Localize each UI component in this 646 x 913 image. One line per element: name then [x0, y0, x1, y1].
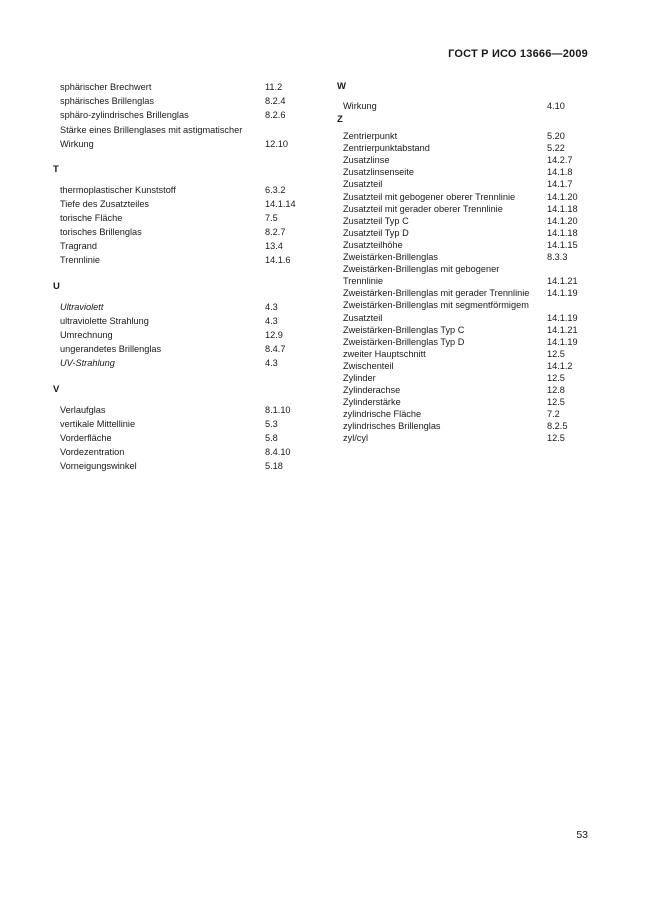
- index-entry: [337, 239, 587, 251]
- index-term: zylindrische Fläche: [343, 409, 422, 420]
- index-entry: [337, 408, 587, 420]
- index-term: Zwischenteil: [343, 360, 394, 371]
- index-term: torische Fläche: [60, 213, 123, 223]
- index-reference: 8.2.7: [265, 227, 286, 238]
- section-letter: V: [53, 384, 60, 395]
- index-entry: [53, 432, 305, 446]
- index-entry: [53, 329, 305, 343]
- index-reference: 8.3.3: [547, 252, 568, 263]
- index-term: zweiter Hauptschnitt: [343, 348, 426, 359]
- index-term: Stärke eines Brillenglases mit astigmatischer Wirkung: [60, 125, 243, 149]
- index-entry: [337, 420, 587, 432]
- index-entry: [337, 324, 587, 336]
- index-term: Zusatzteil mit gerader oberer Trennlinie: [343, 203, 503, 214]
- index-entry: [337, 215, 587, 227]
- index-term: Ultraviolett: [60, 302, 104, 312]
- index-reference: 14.1.18: [547, 203, 578, 214]
- index-reference: 5.22: [547, 143, 565, 154]
- index-reference: 14.2.7: [547, 155, 573, 166]
- index-term: Tragrand: [60, 241, 97, 251]
- index-term: ungerandetes Brillenglas: [60, 344, 162, 354]
- index-term: Zusatzlinse: [343, 155, 390, 166]
- index-term: torisches Brillenglas: [60, 227, 142, 237]
- index-entry: [337, 336, 587, 348]
- index-entry: [337, 154, 587, 166]
- index-reference: 14.1.6: [265, 255, 291, 266]
- index-term: thermoplastischer Kunststoff: [60, 185, 176, 195]
- index-entry: [337, 203, 587, 215]
- index-term: Zweistärken-Brillenglas Typ C: [343, 324, 465, 335]
- index-entry: [337, 287, 587, 299]
- index-entry: [53, 198, 305, 212]
- index-entry: [53, 357, 305, 371]
- index-term: Zusatzteil Typ C: [343, 215, 409, 226]
- index-term: UV-Strahlung: [60, 358, 115, 368]
- index-entry: [53, 81, 305, 95]
- index-entry: [53, 301, 305, 315]
- index-reference: 5.3: [265, 419, 278, 430]
- index-reference: 4.10: [547, 101, 565, 111]
- index-term: zyl/cyl: [343, 433, 369, 444]
- index-entry: [53, 343, 305, 357]
- index-term: Zentrierpunkt: [343, 131, 398, 142]
- index-reference: 8.4.7: [265, 344, 286, 355]
- section-letter: Z: [337, 114, 343, 126]
- index-entry: [337, 130, 587, 142]
- index-reference: 12.5: [547, 348, 565, 359]
- index-reference: 14.1.21: [547, 324, 578, 335]
- index-term: sphärischer Brechwert: [60, 82, 152, 92]
- section-letter: W: [337, 81, 346, 92]
- index-entry: [337, 251, 587, 263]
- index-reference: 8.1.10: [265, 405, 291, 416]
- index-reference: 14.1.14: [265, 199, 296, 210]
- index-reference: 12.5: [547, 397, 565, 408]
- section-letter: U: [53, 281, 60, 292]
- index-term: Verlaufglas: [60, 405, 106, 415]
- index-term: Zusatzteil mit gebogener oberer Trennlinie: [343, 191, 516, 202]
- index-reference: 14.1.20: [547, 191, 578, 202]
- index-entry: [337, 100, 587, 112]
- index-term: Zweistärken-Brillenglas Typ D: [343, 336, 465, 347]
- index-reference: 14.1.15: [547, 239, 578, 250]
- index-reference: 12.5: [547, 433, 565, 444]
- index-entry: [53, 254, 305, 268]
- index-term: vertikale Mittellinie: [60, 419, 136, 429]
- index-entry: [337, 178, 587, 190]
- index-term: Zentrierpunktabstand: [343, 143, 430, 154]
- index-entry: [53, 184, 305, 198]
- section-letter: T: [53, 164, 59, 175]
- index-entry: [53, 212, 305, 226]
- index-reference: 14.1.19: [547, 336, 578, 347]
- index-entry: [337, 227, 587, 239]
- index-reference: 14.1.2: [547, 360, 573, 371]
- index-term: ultraviolette Strahlung: [60, 316, 149, 326]
- page-number: 53: [576, 829, 588, 841]
- index-entry: [53, 109, 305, 123]
- index-reference: 8.2.5: [547, 421, 568, 432]
- index-term: Vorneigungswinkel: [60, 461, 137, 471]
- index-reference: 14.1.18: [547, 227, 578, 238]
- index-reference: 7.2: [547, 409, 560, 420]
- index-reference: 8.2.6: [265, 110, 286, 121]
- index-term: zylindrisches Brillenglas: [343, 421, 441, 432]
- index-term: Wirkung: [343, 101, 377, 111]
- index-term: Zweistärken-Brillenglas mit gerader Trennlinie: [343, 288, 530, 299]
- index-reference: 4.3: [265, 302, 278, 313]
- index-reference: 14.1.20: [547, 215, 578, 226]
- index-reference: 5.20: [547, 131, 565, 142]
- index-entry: [53, 460, 305, 474]
- index-entry: [337, 166, 587, 178]
- index-term: Zylinder: [343, 372, 376, 383]
- index-entry: [53, 123, 305, 151]
- document-header: ГОСТ Р ИСО 13666—2009: [448, 48, 588, 60]
- index-term: Vorderfläche: [60, 433, 112, 443]
- index-reference: 13.4: [265, 241, 283, 252]
- index-reference: 12.10: [265, 139, 288, 149]
- index-entry: [53, 446, 305, 460]
- index-entry: [53, 95, 305, 109]
- index-term: Zweistärken-Brillenglas: [343, 252, 438, 263]
- index-term: sphäro-zylindrisches Brillenglas: [60, 110, 189, 120]
- index-entry: [337, 384, 587, 396]
- index-entry: [337, 348, 587, 360]
- index-reference: 5.8: [265, 433, 278, 444]
- index-reference: 4.3: [265, 358, 278, 369]
- index-term: Zweistärken-Brillenglas mit gebogener Trennlinie: [343, 264, 500, 287]
- index-entry: [337, 372, 587, 384]
- index-reference: 12.5: [547, 372, 565, 383]
- index-entry: [337, 263, 587, 287]
- index-term: Tiefe des Zusatzteiles: [60, 199, 150, 209]
- index-entry: [53, 404, 305, 418]
- index-entry: [337, 360, 587, 372]
- index-entry: [337, 396, 587, 408]
- index-column-left: [53, 81, 305, 474]
- index-reference: 14.1.19: [547, 288, 578, 299]
- index-term: Trennlinie: [60, 255, 101, 265]
- index-reference: 14.1.8: [547, 167, 573, 178]
- index-term: Zweistärken-Brillenglas mit segmentförmigem Zusatzteil: [343, 300, 529, 323]
- index-term: Zylinderachse: [343, 385, 401, 396]
- index-term: Zylinderstärke: [343, 397, 401, 408]
- index-term: sphärisches Brillenglas: [60, 96, 154, 106]
- index-entry: [337, 142, 587, 154]
- index-entry: [337, 299, 587, 323]
- index-reference: 11.2: [265, 82, 283, 93]
- index-entry: [337, 432, 587, 444]
- index-reference: 14.1.21: [547, 276, 578, 287]
- index-term: Umrechnung: [60, 330, 113, 340]
- index-reference: 12.8: [547, 385, 565, 396]
- index-reference: 7.5: [265, 213, 278, 224]
- index-entry: [53, 315, 305, 329]
- index-term: Zusatzteil Typ D: [343, 227, 409, 238]
- index-column-right: [337, 81, 587, 445]
- index-term: Zusatzteil: [343, 179, 383, 190]
- index-reference: 5.18: [265, 461, 283, 472]
- index-entry: [53, 418, 305, 432]
- index-reference: 8.4.10: [265, 447, 291, 458]
- index-entry: [53, 240, 305, 254]
- index-reference: 12.9: [265, 330, 283, 341]
- index-term: Zusatzteilhöhe: [343, 239, 403, 250]
- index-reference: 14.1.7: [547, 179, 573, 190]
- index-reference: 8.2.4: [265, 96, 286, 107]
- index-term: Vordezentration: [60, 447, 125, 457]
- index-reference: 4.3: [265, 316, 278, 327]
- index-reference: 14.1.19: [547, 312, 578, 323]
- index-reference: 6.3.2: [265, 185, 286, 196]
- index-entry: [53, 226, 305, 240]
- index-term: Zusatzlinsenseite: [343, 167, 414, 178]
- index-entry: [337, 191, 587, 203]
